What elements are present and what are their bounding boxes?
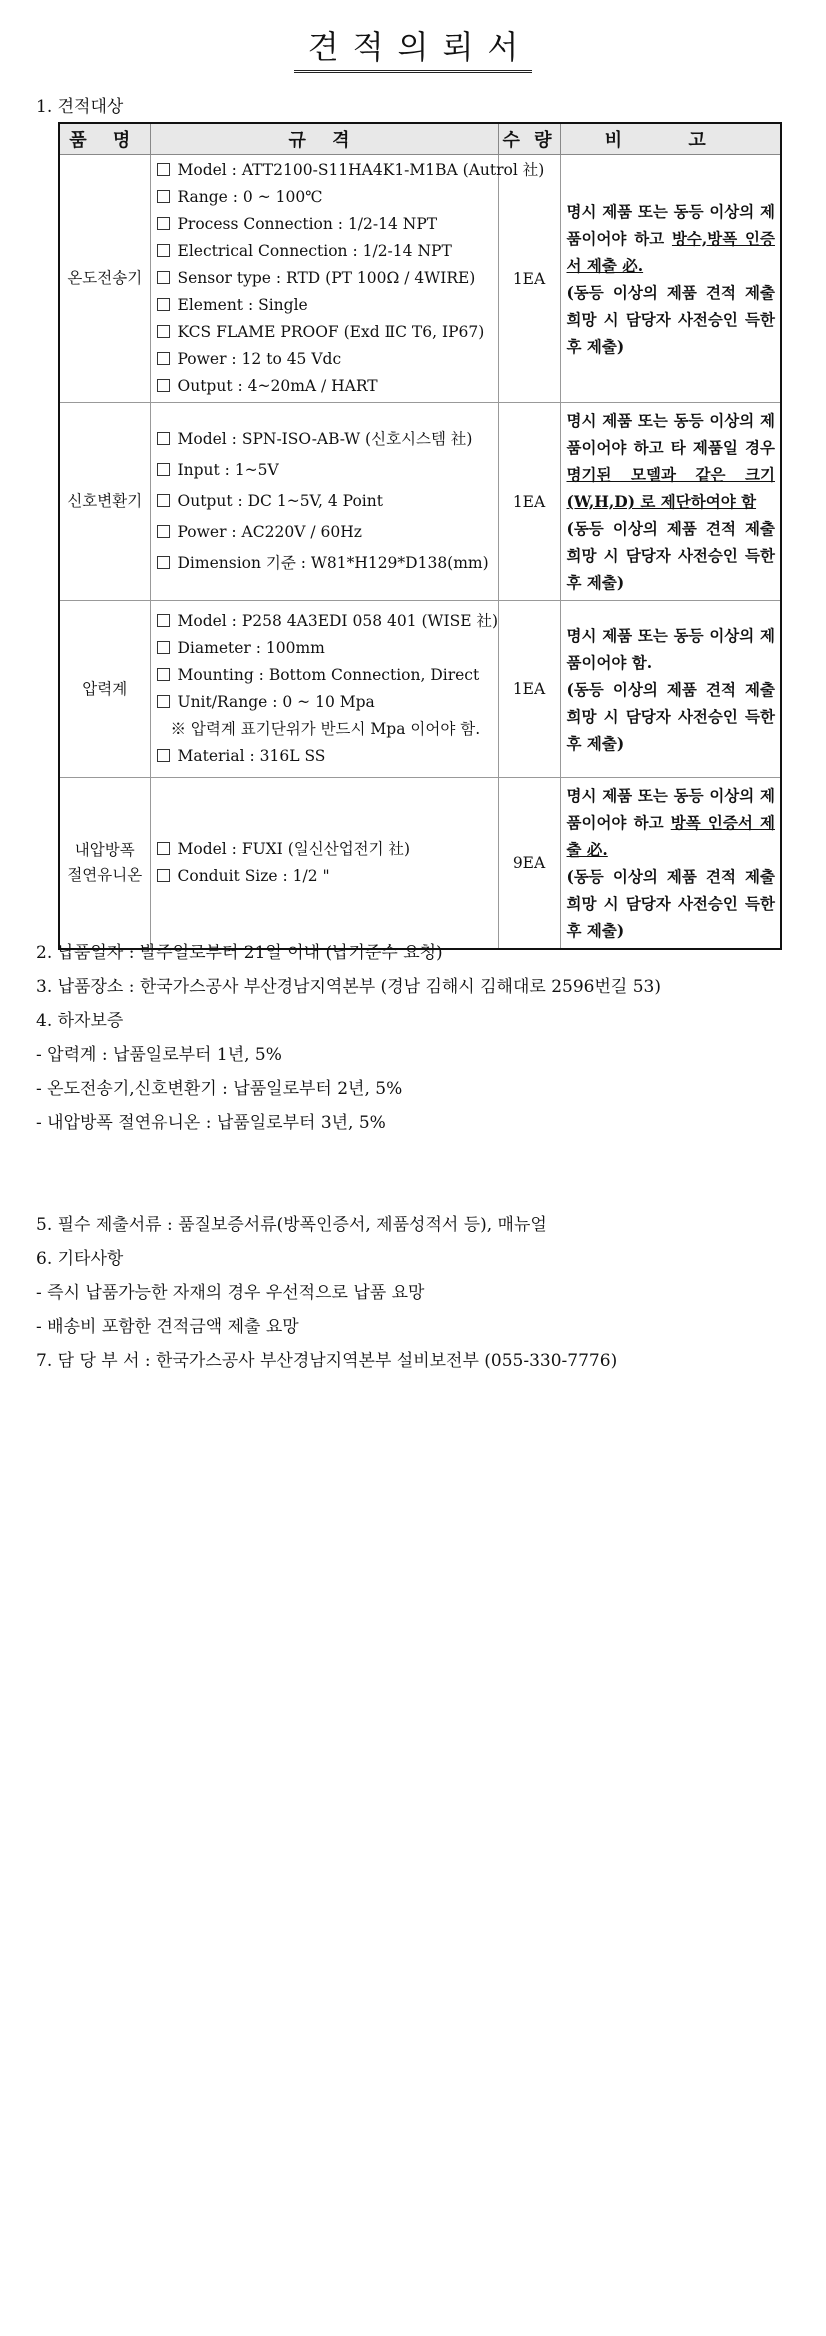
item-warranty-gauge: - 압력계 : 납품일로부터 1년, 5% [36, 1045, 282, 1065]
item-spec [150, 778, 498, 950]
document-title: 견적의뢰서 [0, 26, 826, 73]
spec-line: Conduit Size : 1/2 " [157, 863, 492, 890]
item-required-docs: 5. 필수 제출서류 : 품질보증서류(방폭인증서, 제품성적서 등), 매뉴얼 [36, 1215, 547, 1235]
item-name: 압력계 [59, 601, 150, 778]
spec-line: Output : DC 1~5V, 4 Point [157, 486, 492, 517]
item-qty: 1EA [498, 601, 560, 778]
item-remark: 명시 제품 또는 동등 이상의 제품이어야 하고 타 제품일 경우 명기된 모델과 같은 크기(W,H,D) 로 제단하여야 함 (동등 이상의 제품 견적 제출 희망 시 담당자 사전승인 득한 후 제출) [560, 403, 781, 601]
item-others-immediate: - 즉시 납품가능한 자재의 경우 우선적으로 납품 요망 [36, 1283, 425, 1303]
spec-line: Model : SPN-ISO-AB-W (신호시스템 社) [157, 424, 492, 455]
table-row [59, 778, 781, 950]
item-qty: 1EA [498, 155, 560, 403]
item-name: 내압방폭 절연유니온 [59, 778, 150, 950]
checkbox-icon [157, 641, 170, 654]
checkbox-icon [157, 325, 170, 338]
header-spec: 규 격 [150, 123, 498, 155]
quote-table [58, 122, 782, 950]
item-name: 온도전송기 [59, 155, 150, 403]
spec-line: Input : 1~5V [157, 455, 492, 486]
spec-line: Sensor type : RTD (PT 100Ω / 4WIRE) [157, 265, 492, 292]
spec-line: Diameter : 100mm [157, 635, 492, 662]
checkbox-icon [157, 842, 170, 855]
item-remark: 명시 제품 또는 동등 이상의 제품이어야 함. (동등 이상의 제품 견적 제출 희망 시 담당자 사전승인 득한 후 제출) [560, 601, 781, 778]
item-others-shipping: - 배송비 포함한 견적금액 제출 요망 [36, 1317, 299, 1337]
checkbox-icon [157, 298, 170, 311]
checkbox-icon [157, 432, 170, 445]
checkbox-icon [157, 556, 170, 569]
spec-line: Dimension 기준 : W81*H129*D138(mm) [157, 548, 492, 579]
spec-line: Model : ATT2100-S11HA4K1-M1BA (Autrol 社) [157, 157, 492, 184]
table-row [59, 155, 781, 403]
checkbox-icon [157, 379, 170, 392]
item-warranty-transmitter: - 온도전송기,신호변환기 : 납품일로부터 2년, 5% [36, 1079, 403, 1099]
checkbox-icon [157, 869, 170, 882]
item-delivery-place: 3. 납품장소 : 한국가스공사 부산경남지역본부 (경남 김해시 김해대로 2596번길 53) [36, 977, 661, 997]
item-spec [150, 403, 498, 601]
header-remark: 비 고 [560, 123, 781, 155]
spec-line: Output : 4~20mA / HART [157, 373, 492, 400]
spec-line: Material : 316L SS [157, 743, 492, 770]
checkbox-icon [157, 525, 170, 538]
spec-line: Mounting : Bottom Connection, Direct [157, 662, 492, 689]
spec-line: KCS FLAME PROOF (Exd ⅡC T6, IP67) [157, 319, 492, 346]
item-name: 신호변환기 [59, 403, 150, 601]
header-qty: 수 량 [498, 123, 560, 155]
checkbox-icon [157, 463, 170, 476]
item-spec [150, 601, 498, 778]
checkbox-icon [157, 271, 170, 284]
checkbox-icon [157, 749, 170, 762]
header-item-name: 품 명 [59, 123, 150, 155]
checkbox-icon [157, 614, 170, 627]
item-qty: 9EA [498, 778, 560, 950]
checkbox-icon [157, 695, 170, 708]
spec-line: Electrical Connection : 1/2-14 NPT [157, 238, 492, 265]
checkbox-icon [157, 352, 170, 365]
spec-line: Power : 12 to 45 Vdc [157, 346, 492, 373]
spec-line: Model : FUXI (일신산업전기 社) [157, 836, 492, 863]
item-remark: 명시 제품 또는 동등 이상의 제품이어야 하고 방폭 인증서 제출 必. (동등 이상의 제품 견적 제출 희망 시 담당자 사전승인 득한 후 제출) [560, 778, 781, 950]
spec-line: Unit/Range : 0 ~ 10 Mpa [157, 689, 492, 716]
item-warranty: 4. 하자보증 [36, 1011, 124, 1031]
spec-line: Range : 0 ~ 100℃ [157, 184, 492, 211]
checkbox-icon [157, 668, 170, 681]
item-qty: 1EA [498, 403, 560, 601]
item-delivery-date: 2. 납품일자 : 발주일로부터 21일 이내 (납기준수 요청) [36, 943, 443, 963]
table-row [59, 403, 781, 601]
spec-line: Element : Single [157, 292, 492, 319]
item-warranty-union: - 내압방폭 절연유니온 : 납품일로부터 3년, 5% [36, 1113, 386, 1133]
spec-line: Process Connection : 1/2-14 NPT [157, 211, 492, 238]
checkbox-icon [157, 163, 170, 176]
checkbox-icon [157, 244, 170, 257]
spec-line: Model : P258 4A3EDI 058 401 (WISE 社) [157, 608, 492, 635]
item-others: 6. 기타사항 [36, 1249, 124, 1269]
spec-line: Power : AC220V / 60Hz [157, 517, 492, 548]
item-department: 7. 담 당 부 서 : 한국가스공사 부산경남지역본부 설비보전부 (055-330-7776) [36, 1351, 618, 1371]
section-quote-target: 1. 견적대상 [36, 97, 124, 117]
checkbox-icon [157, 217, 170, 230]
checkbox-icon [157, 190, 170, 203]
table-row [59, 601, 781, 778]
spec-note: ※ 압력계 표기단위가 반드시 Mpa 이어야 함. [170, 720, 481, 738]
checkbox-icon [157, 494, 170, 507]
item-remark: 명시 제품 또는 동등 이상의 제품이어야 하고 방수,방폭 인증서 제출 必. (동등 이상의 제품 견적 제출 희망 시 담당자 사전승인 득한 후 제출) [560, 155, 781, 403]
table-header-row [59, 123, 781, 155]
